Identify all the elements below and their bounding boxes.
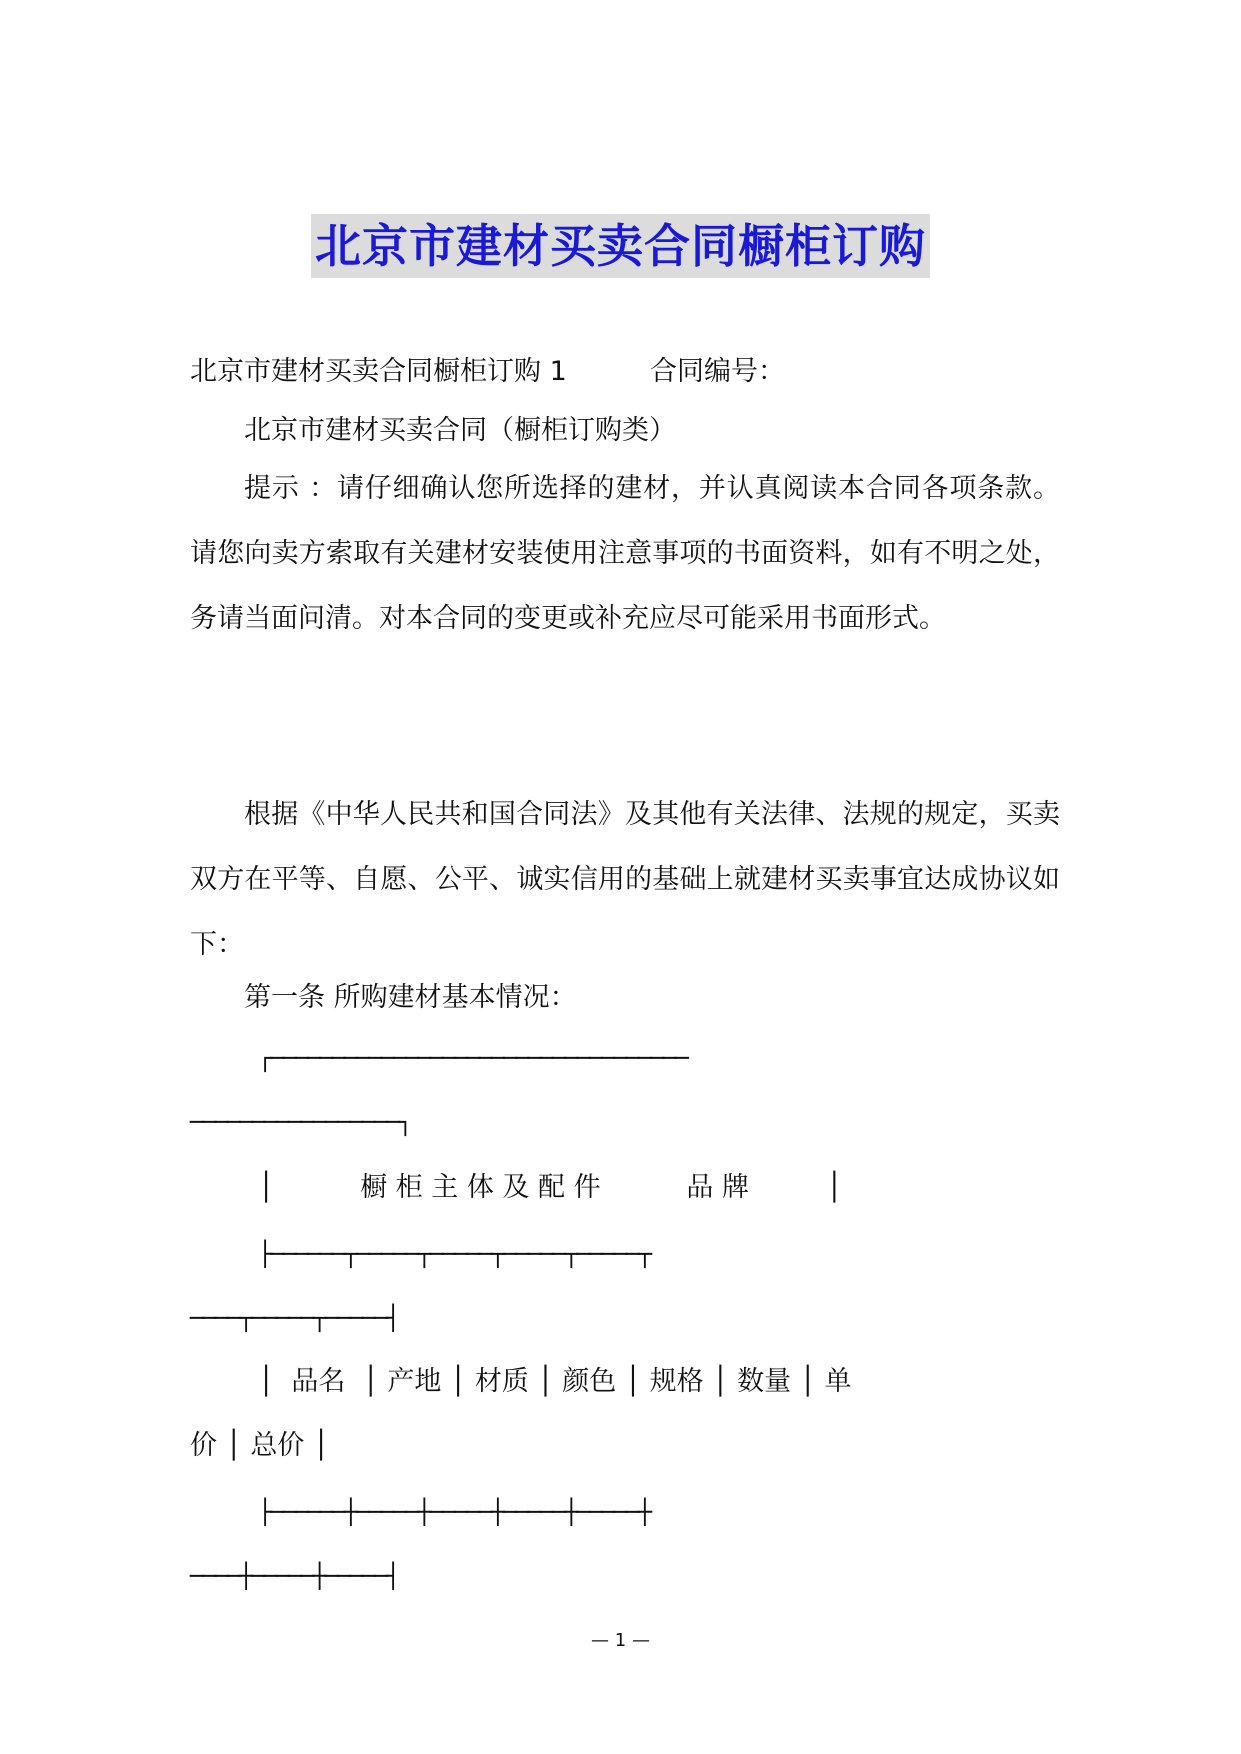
paragraph-basis (190, 782, 1060, 977)
table-separator-2a: ├──────┼─────┼─────┼─────┼─────┼ (258, 1498, 650, 1526)
document-subtitle: 北京市建材买卖合同（橱柜订购类） (244, 415, 676, 446)
table-separator-2b: ────┼─────┼─────┤ (190, 1562, 399, 1590)
table-column-row-a: │ 品名 │ 产地 │ 材质 │ 颜色 │ 规格 │ 数量 │ 单 (258, 1366, 852, 1397)
table-separator-1a: ├──────┬─────┬─────┬─────┬─────┬ (258, 1240, 650, 1268)
table-separator-1b: ────┬─────┬─────┤ (190, 1304, 399, 1332)
basis-text: 根据《中华人民共和国合同法》及其他有关法律、法规的规定，买卖双方在平等、自愿、公平、诚实信用的基础上就建材买卖事宜达成协议如下： (190, 799, 1060, 960)
article-1-heading: 第一条 所购建材基本情况： (244, 982, 577, 1013)
header-line-left: 北京市建材买卖合同橱柜订购 1 (190, 356, 567, 387)
page-number: — 1 — (591, 1630, 650, 1651)
title-container (0, 214, 1241, 278)
paragraph-notice (190, 456, 1060, 651)
table-top-border-1: ┌────────────────────────────────── (258, 1044, 687, 1072)
document-title: 北京市建材买卖合同橱柜订购 (311, 214, 930, 278)
table-header-row: │ 橱 柜 主 体 及 配 件 品 牌 │ (258, 1172, 843, 1203)
notice-text: 提示 ：请仔细确认您所选择的建材，并认真阅读本合同各项条款。请您向卖方索取有关建材安装使用注意事项的书面资料，如有不明之处，务请当面问清。对本合同的变更或补充应尽可能采用书面形式。 (190, 473, 1060, 634)
contract-number-label: 合同编号： (650, 356, 785, 387)
table-column-row-b: 价 │ 总价 │ (190, 1430, 330, 1461)
table-top-border-2: ─────────────────┐ (190, 1108, 411, 1136)
